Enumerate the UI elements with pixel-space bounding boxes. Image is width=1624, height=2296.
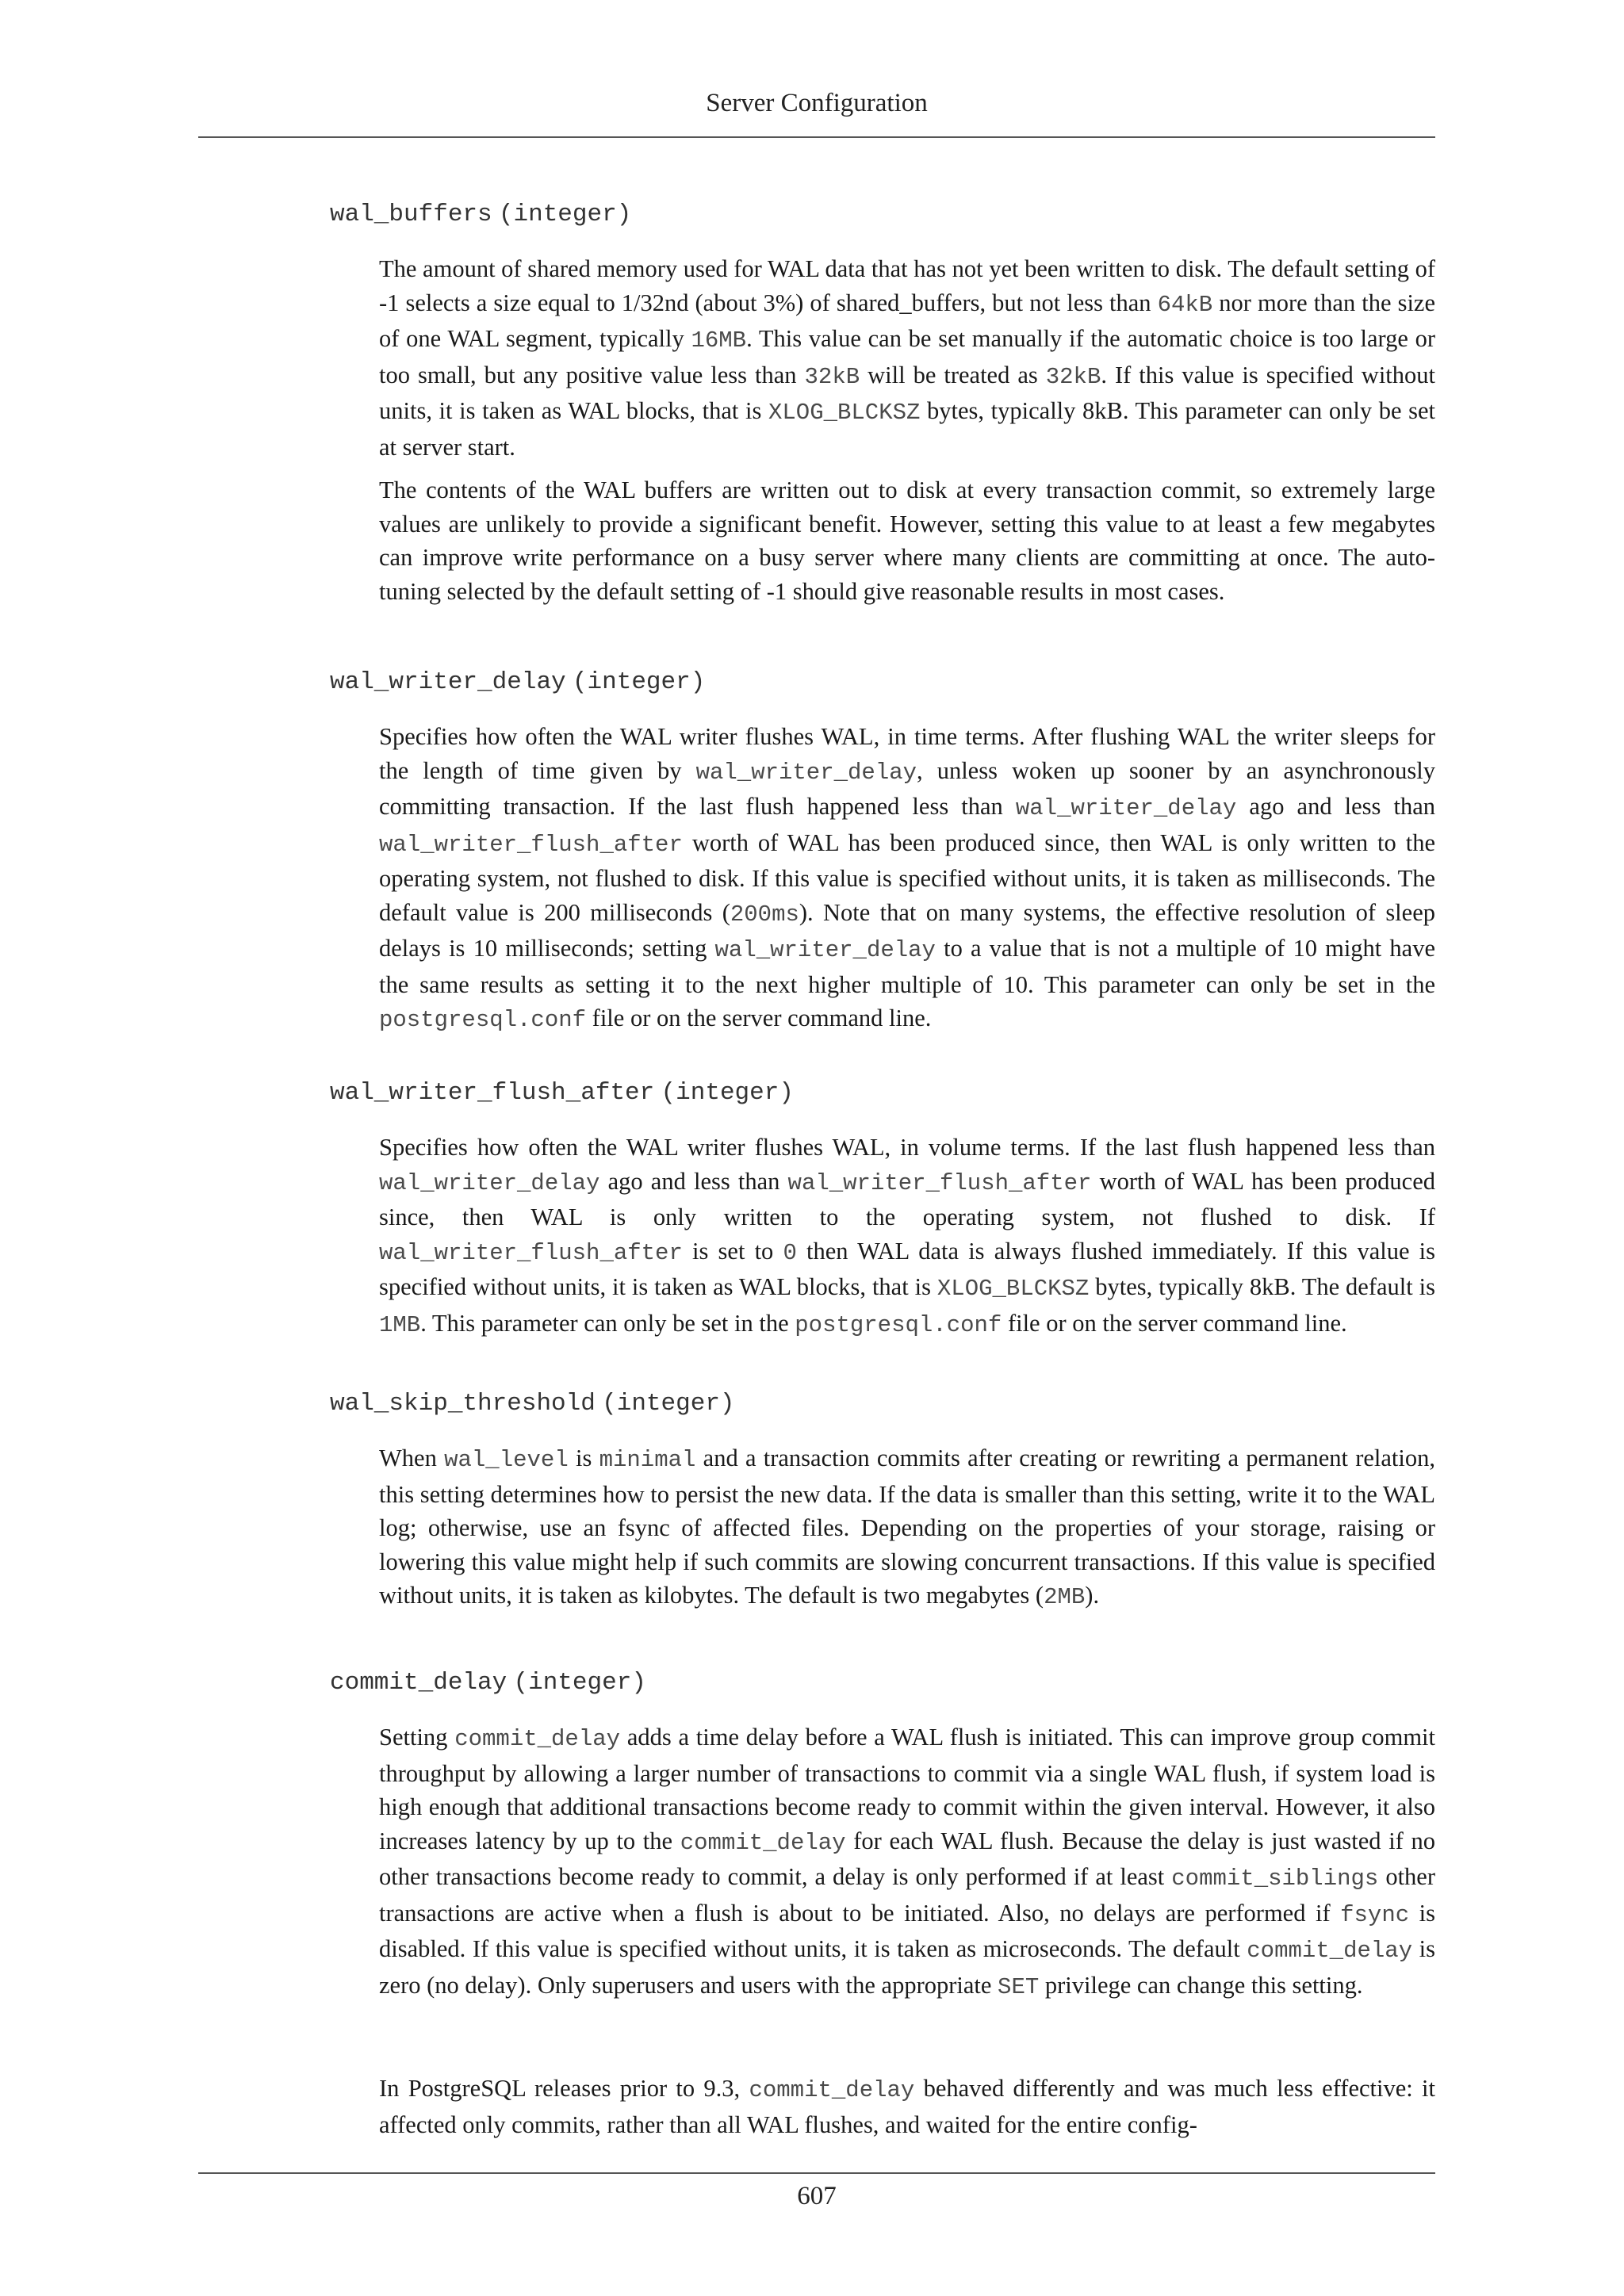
description-paragraph bbox=[379, 1441, 1435, 1615]
paragraph-text: behaved differently and was much less effective: it affected only commits, rather than all WAL flushes, and waited for the entire config- bbox=[379, 2075, 1435, 2138]
inline-code: minimal bbox=[599, 1447, 696, 1473]
description-paragraph bbox=[379, 1131, 1435, 1342]
parameter-name: wal_skip_threshold bbox=[330, 1390, 596, 1418]
inline-code: 2MB bbox=[1044, 1584, 1086, 1610]
parameter-term bbox=[330, 1386, 1440, 1420]
inline-code: postgresql.conf bbox=[379, 1007, 587, 1033]
paragraph-text: worth of WAL has been produced since, then WAL is only written to the operating system, not flushed to disk. If this value is specified without units, it is taken as milliseconds. The default value is 200 milliseconds ( bbox=[379, 828, 1435, 926]
parameter-name: commit_delay bbox=[330, 1669, 508, 1697]
paragraph-text: nor more than the size of one WAL segment, typically bbox=[379, 289, 1435, 352]
inline-code: XLOG_BLCKSZ bbox=[936, 1276, 1090, 1302]
description-paragraph bbox=[379, 473, 1435, 608]
inline-code: postgresql.conf bbox=[795, 1311, 1002, 1338]
paragraph-text: file or on the server command line. bbox=[1002, 1309, 1347, 1337]
inline-code: 1MB bbox=[379, 1311, 421, 1338]
parameter-type: (integer) bbox=[498, 201, 632, 228]
paragraph-text: ago and less than bbox=[599, 1167, 788, 1195]
inline-code: commit_delay bbox=[1247, 1938, 1413, 1964]
inline-code: XLOG_BLCKSZ bbox=[768, 400, 921, 426]
inline-code: fsync bbox=[1340, 1901, 1410, 1928]
inline-code: wal_level bbox=[444, 1447, 569, 1473]
footer-rule bbox=[198, 2172, 1435, 2174]
paragraph-text: will be treated as bbox=[860, 361, 1046, 388]
paragraph-text: ago and less than bbox=[1236, 793, 1435, 820]
paragraph-text: . If this value is specified without units, it is taken as WAL blocks, that is bbox=[379, 361, 1436, 424]
paragraph-text: Setting bbox=[379, 1724, 455, 1751]
inline-code: commit_delay bbox=[680, 1829, 846, 1856]
inline-code: commit_delay bbox=[454, 1726, 621, 1752]
parameter-name: wal_buffers bbox=[330, 201, 492, 228]
inline-code: 200ms bbox=[730, 901, 799, 928]
parameter-name: wal_writer_flush_after bbox=[330, 1079, 655, 1107]
description-paragraph bbox=[379, 2072, 1435, 2141]
paragraph-text: bytes, typically 8kB. The default is bbox=[1089, 1273, 1435, 1300]
page-number: 607 bbox=[797, 2182, 837, 2210]
paragraph-text: The amount of shared memory used for WAL data that has not yet been written to disk. The default setting of -1 selects a size equal to 1/32nd (about 3%) of shared_buffers, but not less than bbox=[379, 255, 1435, 316]
inline-code: wal_writer_delay bbox=[1015, 795, 1237, 821]
paragraph-text: ). bbox=[1085, 1582, 1100, 1609]
parameter-type: (integer) bbox=[661, 1079, 794, 1107]
paragraph-text: other transactions are active when a flush is about to be initiated. Also, no delays are performed if bbox=[379, 1863, 1436, 1927]
inline-code: 64kB bbox=[1157, 291, 1213, 318]
inline-code: wal_writer_delay bbox=[695, 759, 917, 786]
paragraph-text: is disabled. If this value is specified without units, it is taken as microseconds. The default bbox=[379, 1899, 1435, 1962]
paragraph-text: The contents of the WAL buffers are written out to disk at every transaction commit, so extremely large values are unlikely to provide a significant benefit. However, setting this value to at least a few megabytes can improve write performance on a busy server where many clients are committing at once. The auto-tuning selected by the default setting of -1 should give reasonable results in most cases. bbox=[379, 476, 1435, 605]
paragraph-text: , unless woken up sooner by an asynchronously committing transaction. If the last flush happened less than bbox=[379, 756, 1436, 820]
inline-code: SET bbox=[998, 1973, 1040, 2000]
inline-code: wal_writer_flush_after bbox=[379, 1239, 683, 1266]
paragraph-text: worth of WAL has been produced since, then WAL is only written to the operating system, not flushed to disk. If bbox=[379, 1167, 1435, 1230]
description-paragraph bbox=[379, 252, 1435, 464]
paragraph-text: is zero (no delay). Only superusers and users with the appropriate bbox=[379, 1935, 1436, 1999]
parameter-type: (integer) bbox=[602, 1390, 735, 1418]
inline-code: wal_writer_delay bbox=[379, 1169, 600, 1196]
paragraph-text: In PostgreSQL releases prior to 9.3, bbox=[379, 2075, 749, 2102]
parameter-term bbox=[330, 1075, 1440, 1109]
parameter-term bbox=[330, 1665, 1440, 1699]
parameter-term bbox=[330, 664, 1440, 698]
description-paragraph bbox=[379, 720, 1435, 1038]
parameter-term bbox=[330, 197, 1440, 231]
paragraph-text: bytes, typically 8kB. This parameter can only be set at server start. bbox=[379, 397, 1435, 461]
inline-code: 32kB bbox=[804, 363, 860, 390]
inline-code: wal_writer_flush_after bbox=[787, 1169, 1092, 1196]
parameter-type: (integer) bbox=[513, 1669, 646, 1697]
paragraph-text: Specifies how often the WAL writer flushes WAL, in volume terms. If the last flush happened less than bbox=[379, 1134, 1435, 1161]
paragraph-text: ). Note that on many systems, the effective resolution of sleep delays is 10 milliseconds; setting bbox=[379, 898, 1435, 962]
paragraph-text: privilege can change this setting. bbox=[1039, 1971, 1363, 1999]
paragraph-text: . This parameter can only be set in the bbox=[420, 1309, 795, 1337]
paragraph-text: for each WAL flush. Because the delay is just wasted if no other transactions become ready to commit, a delay is only performed if at least bbox=[379, 1827, 1435, 1890]
header-rule bbox=[198, 136, 1435, 138]
paragraph-text: . This value can be set manually if the automatic choice is too large or too small, but any positive value less than bbox=[379, 325, 1436, 388]
inline-code: commit_siblings bbox=[1171, 1866, 1379, 1892]
inline-code: wal_writer_delay bbox=[714, 937, 936, 963]
inline-code: 0 bbox=[783, 1239, 797, 1266]
paragraph-text: then WAL data is always flushed immediately. If this value is specified without units, it is taken as WAL blocks, that is bbox=[379, 1237, 1436, 1300]
inline-code: commit_delay bbox=[749, 2077, 915, 2103]
paragraph-text: to a value that is not a multiple of 10 might have the same results as setting it to the next higher multiple of 10. This parameter can only be set in the bbox=[379, 935, 1435, 998]
paragraph-text: is set to bbox=[682, 1237, 783, 1265]
paragraph-text: adds a time delay before a WAL flush is initiated. This can improve group commit throughput by allowing a larger number of transactions to commit via a single WAL flush, if system load is high enough that additional transactions become ready to commit within the given interval. However, it also increases latency by up to the bbox=[379, 1724, 1436, 1854]
inline-code: wal_writer_flush_after bbox=[379, 831, 683, 858]
paragraph-text: Specifies how often the WAL writer flushes WAL, in time terms. After flushing WAL the writer sleeps for the length of time given by bbox=[379, 723, 1435, 784]
paragraph-text: file or on the server command line. bbox=[586, 1004, 932, 1031]
paragraph-text: When bbox=[379, 1445, 445, 1471]
parameter-type: (integer) bbox=[572, 668, 706, 696]
parameter-name: wal_writer_delay bbox=[330, 668, 566, 696]
paragraph-text: is bbox=[568, 1445, 599, 1471]
inline-code: 16MB bbox=[691, 327, 747, 354]
description-paragraph bbox=[379, 1720, 1435, 2004]
paragraph-text: and a transaction commits after creating or rewriting a permanent relation, this setting determines how to persist the new data. If the data is smaller than this setting, write it to the WAL log; otherwise, use an fsync of affected files. Depending on the properties of your storage, raising or lowering this value might help if such commits are slowing concurrent transactions. If this value is specified without units, it is taken as kilobytes. The default is two megabytes ( bbox=[379, 1445, 1435, 1609]
inline-code: 32kB bbox=[1045, 363, 1101, 390]
running-header: Server Configuration bbox=[706, 89, 928, 117]
